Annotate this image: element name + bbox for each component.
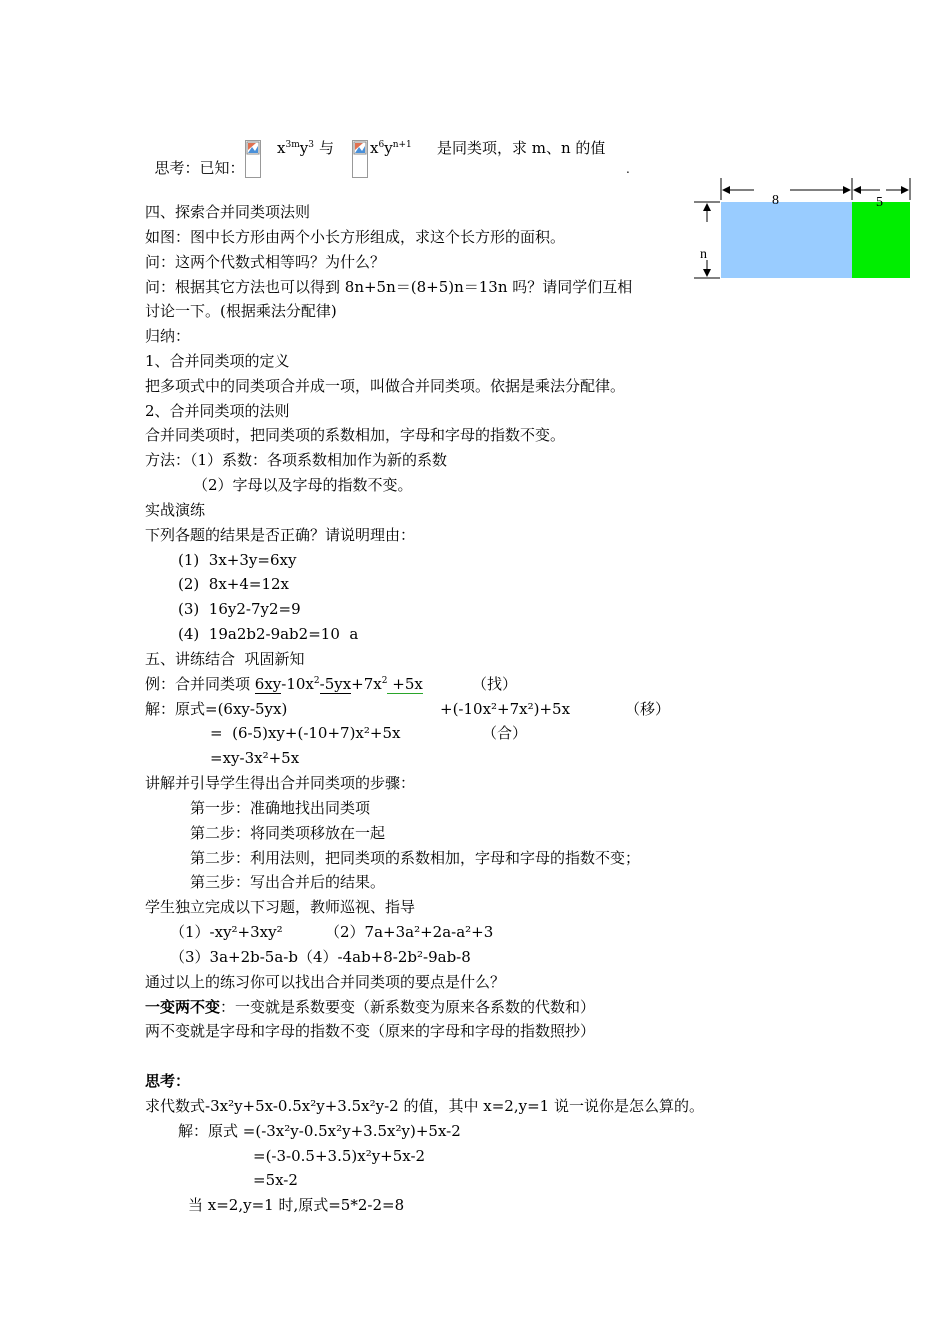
think2-question: 求代数式-3x²y+5x-0.5x²y+3.5x²y-2 的值，其中 x=2,y=1 说一说你是怎么算的。 (145, 1097, 704, 1115)
section5-title: 五、讲练结合 巩固新知 (145, 650, 305, 668)
section4-title: 四、探索合并同类项法则 (145, 203, 311, 221)
right-rectangle (852, 202, 910, 278)
text-line: （2）字母以及字母的指数不变。 (193, 476, 413, 494)
text-line: 问：根据其它方法也可以得到 8n+5n＝(8+5)n＝13n 吗？请同学们互相 (145, 278, 633, 296)
tag-find: （找） (472, 675, 518, 693)
step-item: 第二步：将同类项移放在一起 (190, 824, 386, 842)
step-item: 第二步：利用法则，把同类项的系数相加，字母和字母的指数不变； (190, 849, 641, 867)
exercise-item: （3）3a+2b-5a-b（4）-4ab+8-2b²-9ab-8 (170, 948, 471, 966)
left-rectangle (721, 202, 852, 278)
think2-solution: =(-3-0.5+3.5)x²y+5x-2 (253, 1147, 426, 1165)
broken-image-icon (245, 140, 261, 178)
text-line: 1、合并同类项的定义 (145, 352, 290, 370)
text-line: 讲解并引导学生得出合并同类项的步骤： (145, 774, 416, 792)
question-item: (4) 19a2b2-9ab2=10 a (178, 625, 359, 643)
solution-line: =xy-3x²+5x (210, 749, 300, 767)
solution-line-mid: +(-10x²+7x²)+5x (440, 700, 571, 718)
term1: $x^{3m}y^3$ (277, 139, 314, 157)
label-8: 8 (772, 193, 779, 208)
label-n: n (700, 247, 707, 262)
think-suffix: 是同类项，求 m、n 的值 (437, 139, 606, 157)
think2-solution: =5x-2 (253, 1171, 298, 1189)
text-line: 2、合并同类项的法则 (145, 402, 290, 420)
text-line: 如图：图中长方形由两个小长方形组成，求这个长方形的面积。 (145, 228, 566, 246)
question-item: (1) 3x+3y=6xy (178, 551, 297, 569)
text-line: 合并同类项时，把同类项的系数相加，字母和字母的指数不变。 (145, 426, 566, 444)
question-item: (2) 8x+4=12x (178, 575, 290, 593)
exercise-item: （1）-xy²+3xy² (170, 923, 283, 941)
solution-line: 解：原式=(6xy-5yx) (145, 700, 288, 718)
step-item: 第三步：写出合并后的结果。 (190, 873, 386, 891)
text-line: 实战演练 (145, 501, 206, 519)
rectangle-figure (690, 170, 920, 285)
text-line: 问：这两个代数式相等吗？为什么？ (145, 253, 386, 271)
think2-solution: 当 x=2,y=1 时,原式=5*2-2=8 (188, 1196, 405, 1214)
think2-solution: 解：原式 =(-3x²y-0.5x²y+3.5x²y)+5x-2 (178, 1122, 461, 1140)
question-item: (3) 16y2-7y2=9 (178, 600, 301, 618)
solution-line: = (6-5)xy+(-10+7)x²+5x (210, 724, 401, 742)
text-line: 方法：（1）系数：各项系数相加作为新的系数 (145, 451, 448, 469)
text-line: 下列各题的结果是否正确？请说明理由： (145, 526, 416, 544)
think2-title: 思考： (145, 1072, 191, 1090)
text-line: 学生独立完成以下习题，教师巡视、指导 (145, 898, 416, 916)
text-line: 讨论一下。(根据乘法分配律) (145, 302, 337, 320)
step-item: 第一步：准确地找出同类项 (190, 799, 371, 817)
think-prefix: 思考：已知： (154, 159, 245, 177)
dot: . (626, 162, 630, 176)
text-line: 归纳： (145, 327, 191, 345)
key-line: 一变两不变：一变就是系数要变（新系数变为原来各系数的代数和） (145, 998, 596, 1016)
conj-text: 与 (319, 139, 335, 157)
exercise-item: （2）7a+3a²+2a-a²+3 (325, 923, 494, 941)
broken-image-icon (352, 140, 368, 178)
text-line: 通过以上的练习你可以找出合并同类项的要点是什么？ (145, 973, 506, 991)
text-line: 把多项式中的同类项合并成一项，叫做合并同类项。依据是乘法分配律。 (145, 377, 626, 395)
example-line: 例：合并同类项 $6xy-10x^2-5yx+7x^2 +5x$ (145, 675, 423, 693)
text-line: 两不变就是字母和字母的指数不变（原来的字母和字母的指数照抄） (145, 1022, 596, 1040)
term2: $x^6y^{n+1}$ (370, 139, 412, 157)
label-5: 5 (876, 195, 883, 210)
tag-move: （移） (625, 700, 671, 718)
think-question-line (145, 138, 245, 178)
tag-merge: （合） (482, 724, 528, 742)
